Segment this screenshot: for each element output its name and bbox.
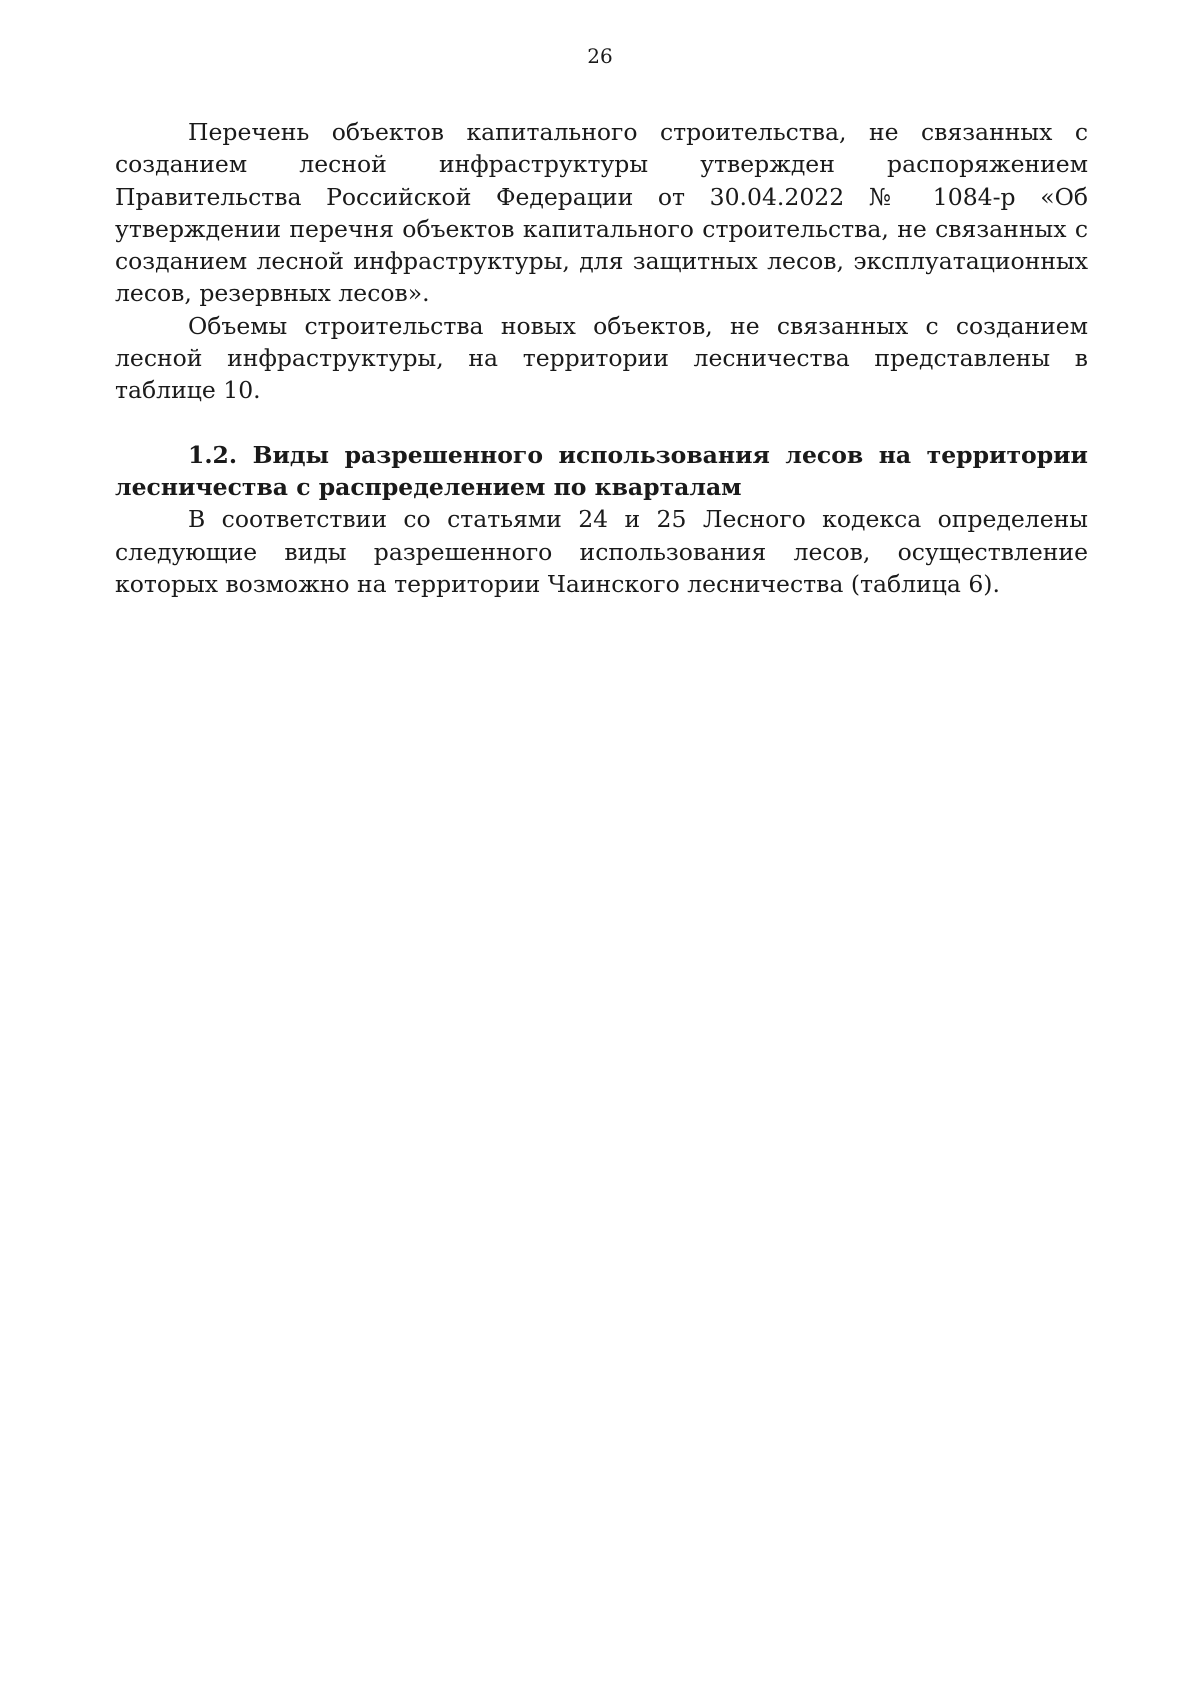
paragraph-permitted-use: В соответствии со статьями 24 и 25 Лесного кодекса определены следующие виды разрешенного использования лесов, осуществление которых возможно на территории Чаинского лесничества (таблица 6). [115,505,1088,598]
section-heading: 1.2. Виды разрешенного использования лесов на территории лесничества с распределением по кварталам [115,440,1088,501]
paragraph-construction-volumes: Объемы строительства новых объектов, не связанных с созданием лесной инфраструктуры, на территории лесничества представлены в таблице 10. [115,311,1088,405]
paragraph-capital-construction-list: Перечень объектов капитального строительства, не связанных с созданием лесной инфраструктуры утвержден распоряжением Правительства Российской Федерации от 30.04.2022 № 1084-р «Об утверждении перечня объектов капитального строительства, не связанных с созданием лесной инфраструктуры, для защитных лесов, эксплуатационных лесов, резервных лесов». [115,118,1088,308]
page-number: 26 [587,44,613,68]
page-content [115,116,1088,600]
